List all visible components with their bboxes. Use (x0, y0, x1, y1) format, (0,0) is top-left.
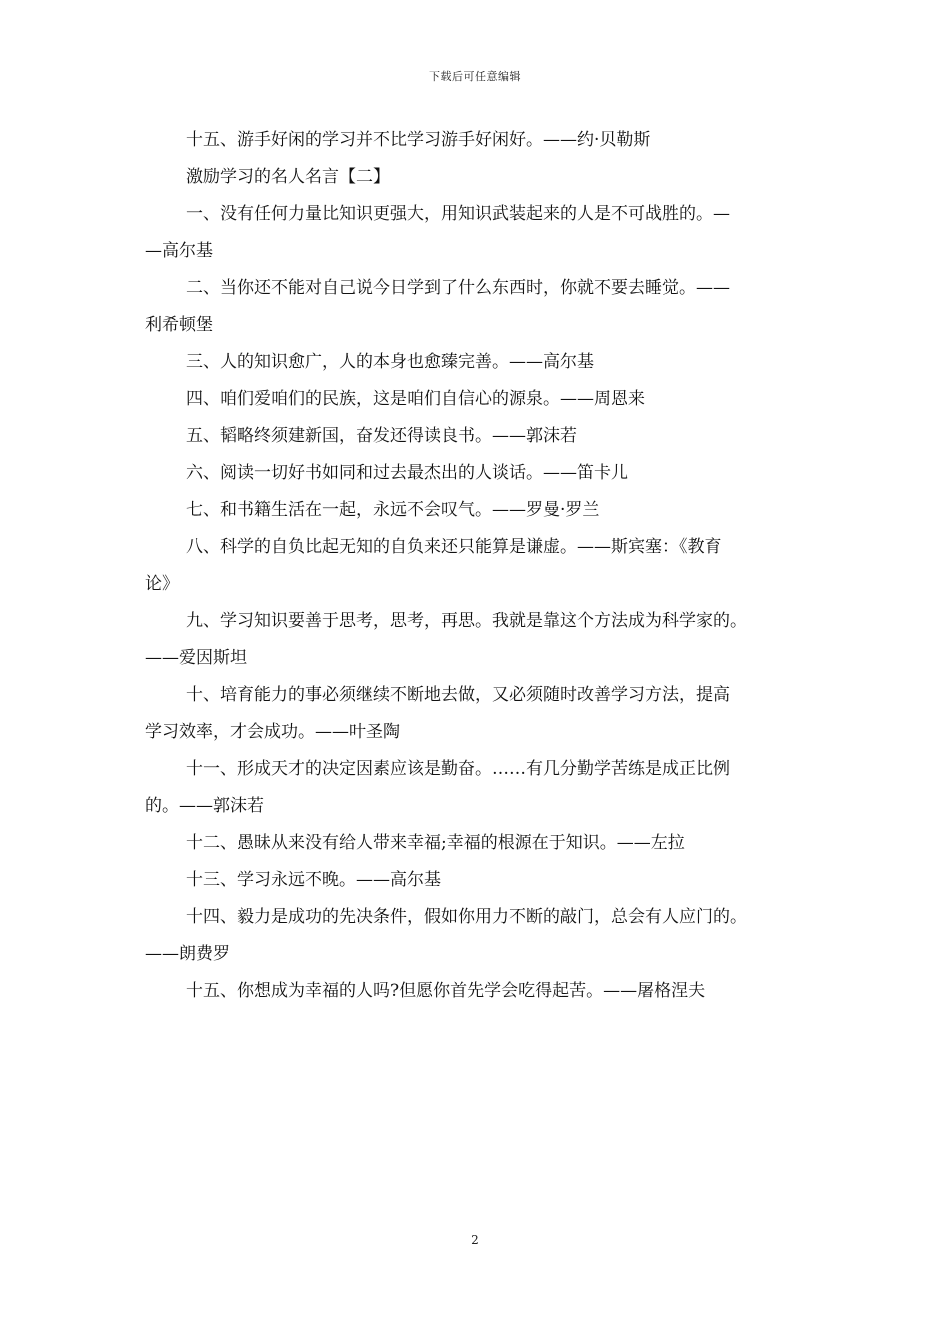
text-line: 一、没有任何力量比知识更强大，用知识武装起来的人是不可战胜的。— (186, 204, 730, 224)
text-line: 十三、学习永远不晚。——高尔基 (186, 870, 441, 890)
text-line: 八、科学的自负比起无知的自负来还只能算是谦虚。——斯宾塞：《教育 (186, 537, 722, 557)
text-line: 十二、愚昧从来没有给人带来幸福;幸福的根源在于知识。——左拉 (186, 833, 685, 853)
text-line: ——爱因斯坦 (145, 648, 247, 668)
section-heading: 激励学习的名人名言【二】 (186, 167, 390, 187)
text-line: 十一、形成天才的决定因素应该是勤奋。……有几分勤学苦练是成正比例 (186, 759, 730, 779)
text-line: 九、学习知识要善于思考，思考，再思。我就是靠这个方法成为科学家的。 (186, 611, 747, 631)
text-line: 十四、毅力是成功的先决条件，假如你用力不断的敲门，总会有人应门的。 (186, 907, 747, 927)
text-line: —高尔基 (145, 241, 213, 261)
text-line: 五、韬略终须建新国，奋发还得读良书。——郭沫若 (186, 426, 577, 446)
text-line: 六、阅读一切好书如同和过去最杰出的人谈话。——笛卡儿 (186, 463, 628, 483)
text-line: 十五、游手好闲的学习并不比学习游手好闲好。——约·贝勒斯 (186, 130, 651, 150)
text-line: 三、人的知识愈广，人的本身也愈臻完善。——高尔基 (186, 352, 594, 372)
text-line: 论》 (145, 574, 179, 594)
text-line: 二、当你还不能对自己说今日学到了什么东西时，你就不要去睡觉。—— (186, 278, 730, 298)
document-body (145, 122, 821, 1010)
text-line: 十五、你想成为幸福的人吗?但愿你首先学会吃得起苦。——屠格涅夫 (186, 981, 706, 1001)
text-line: 学习效率，才会成功。——叶圣陶 (145, 722, 400, 742)
text-line: 四、咱们爱咱们的民族，这是咱们自信心的源泉。——周恩来 (186, 389, 645, 409)
text-line: ——朗费罗 (145, 944, 230, 964)
page-number: 2 (471, 1233, 479, 1247)
page-header: 下载后可任意编辑 (429, 70, 521, 83)
text-line: 十、培育能力的事必须继续不断地去做，又必须随时改善学习方法，提高 (186, 685, 730, 705)
text-line: 利希顿堡 (145, 315, 213, 335)
text-line: 七、和书籍生活在一起，永远不会叹气。——罗曼·罗兰 (186, 500, 600, 520)
text-line: 的。——郭沫若 (145, 796, 264, 816)
